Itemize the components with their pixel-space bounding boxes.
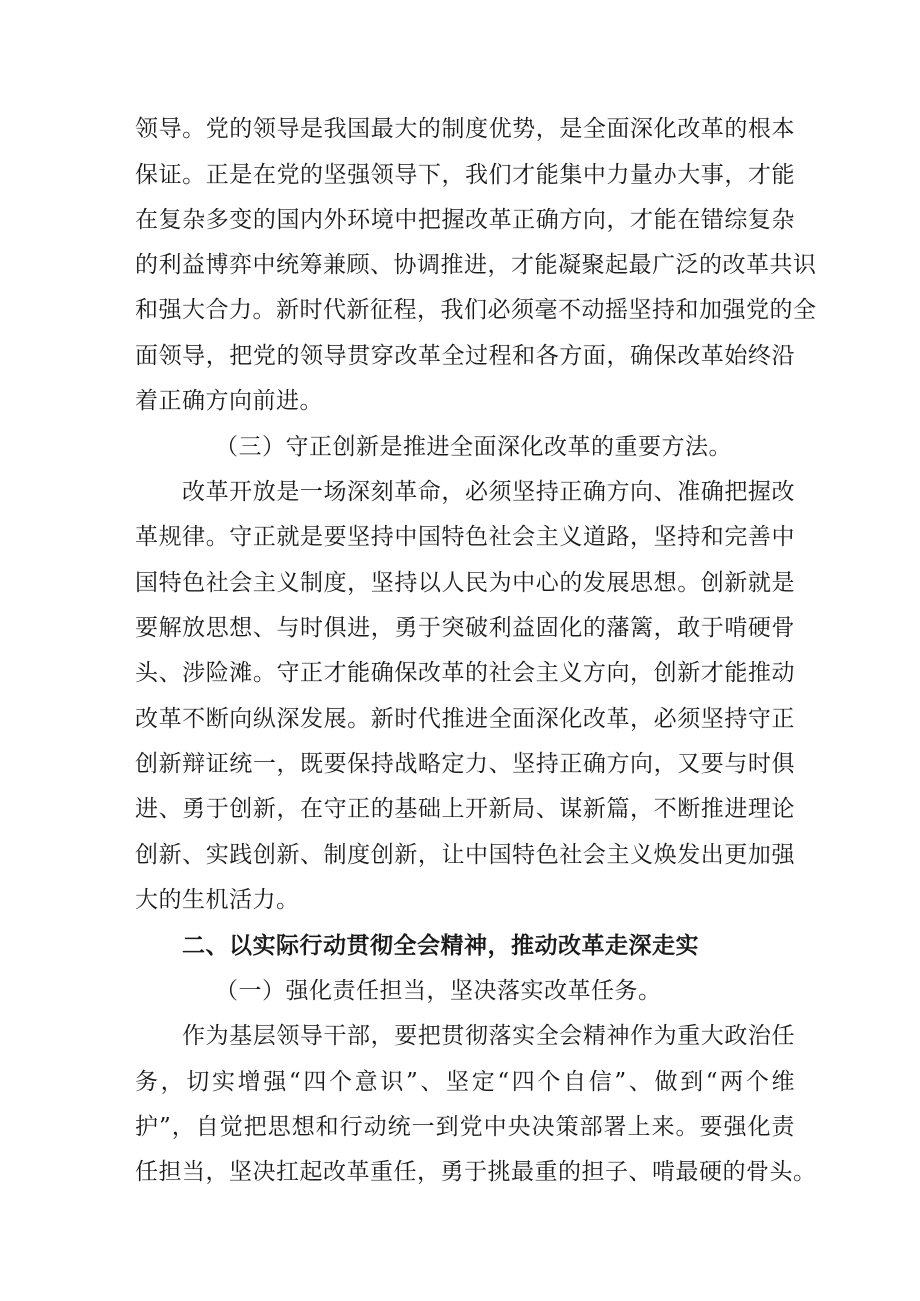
body-text-line: 着正确方向前进。 [135, 388, 323, 414]
body-text-line: 在复杂多变的国内外环境中把握改革正确方向，才能在错综复杂 [135, 207, 795, 233]
body-text-line: 国特色社会主义制度，坚持以人民为中心的发展思想。创新就是 [135, 570, 795, 596]
body-text-line: 和强大合力。新时代新征程，我们必须毫不动摇坚持和加强党的全 [135, 297, 817, 323]
body-text-line: 进、勇于创新，在守正的基础上开新局、谋新篇，不断推进理论 [135, 796, 795, 822]
body-text-line: 的利益博弈中统筹兼顾、协调推进，才能凝聚起最广泛的改革共识 [135, 252, 817, 278]
paragraph-first-line: 改革开放是一场深刻革命，必须坚持正确方向、准确把握改 [182, 479, 795, 505]
body-text-line: 护”，自觉把思想和行动统一到党中央决策部署上来。要强化责 [135, 1114, 795, 1140]
body-text-line: 革规律。守正就是要坚持中国特色社会主义道路，坚持和完善中 [135, 524, 795, 550]
body-text-line: 改革不断向纵深发展。新时代推进全面深化改革，必须坚持守正 [135, 706, 795, 732]
body-text-line: 创新、实践创新、制度创新，让中国特色社会主义焕发出更加强 [135, 842, 795, 868]
body-text-line: 领导。党的领导是我国最大的制度优势，是全面深化改革的根本 [135, 116, 795, 142]
body-text-line: 保证。正是在党的坚强领导下，我们才能集中力量办大事，才能 [135, 162, 795, 188]
section-heading: 二、以实际行动贯彻全会精神，推动改革走深走实 [182, 933, 699, 959]
body-text-line: 任担当，坚决扛起改革重任，勇于挑最重的担子、啃最硬的骨头。 [135, 1159, 817, 1185]
body-text-line: 大的生机活力。 [135, 887, 300, 913]
body-text-line: 务，切实增强“四个意识”、坚定“四个自信”、做到“两个维 [135, 1069, 795, 1095]
body-text-line: 头、涉险滩。守正才能确保改革的社会主义方向，创新才能推动 [135, 660, 795, 686]
body-text-line: 创新辩证统一，既要保持战略定力、坚持正确方向，又要与时俱 [135, 751, 795, 777]
body-text-line: 要解放思想、与时俱进，勇于突破利益固化的藩篱，敢于啃硬骨 [135, 615, 795, 641]
section-subheading: （一）强化责任担当，坚决落实改革任务。 [215, 978, 662, 1004]
paragraph-first-line: 作为基层领导干部，要把贯彻落实全会精神作为重大政治任 [182, 1023, 795, 1049]
body-text-line: 面领导，把党的领导贯穿改革全过程和各方面，确保改革始终沿 [135, 343, 795, 369]
section-subheading: （三）守正创新是推进全面深化改革的重要方法。 [215, 434, 732, 460]
